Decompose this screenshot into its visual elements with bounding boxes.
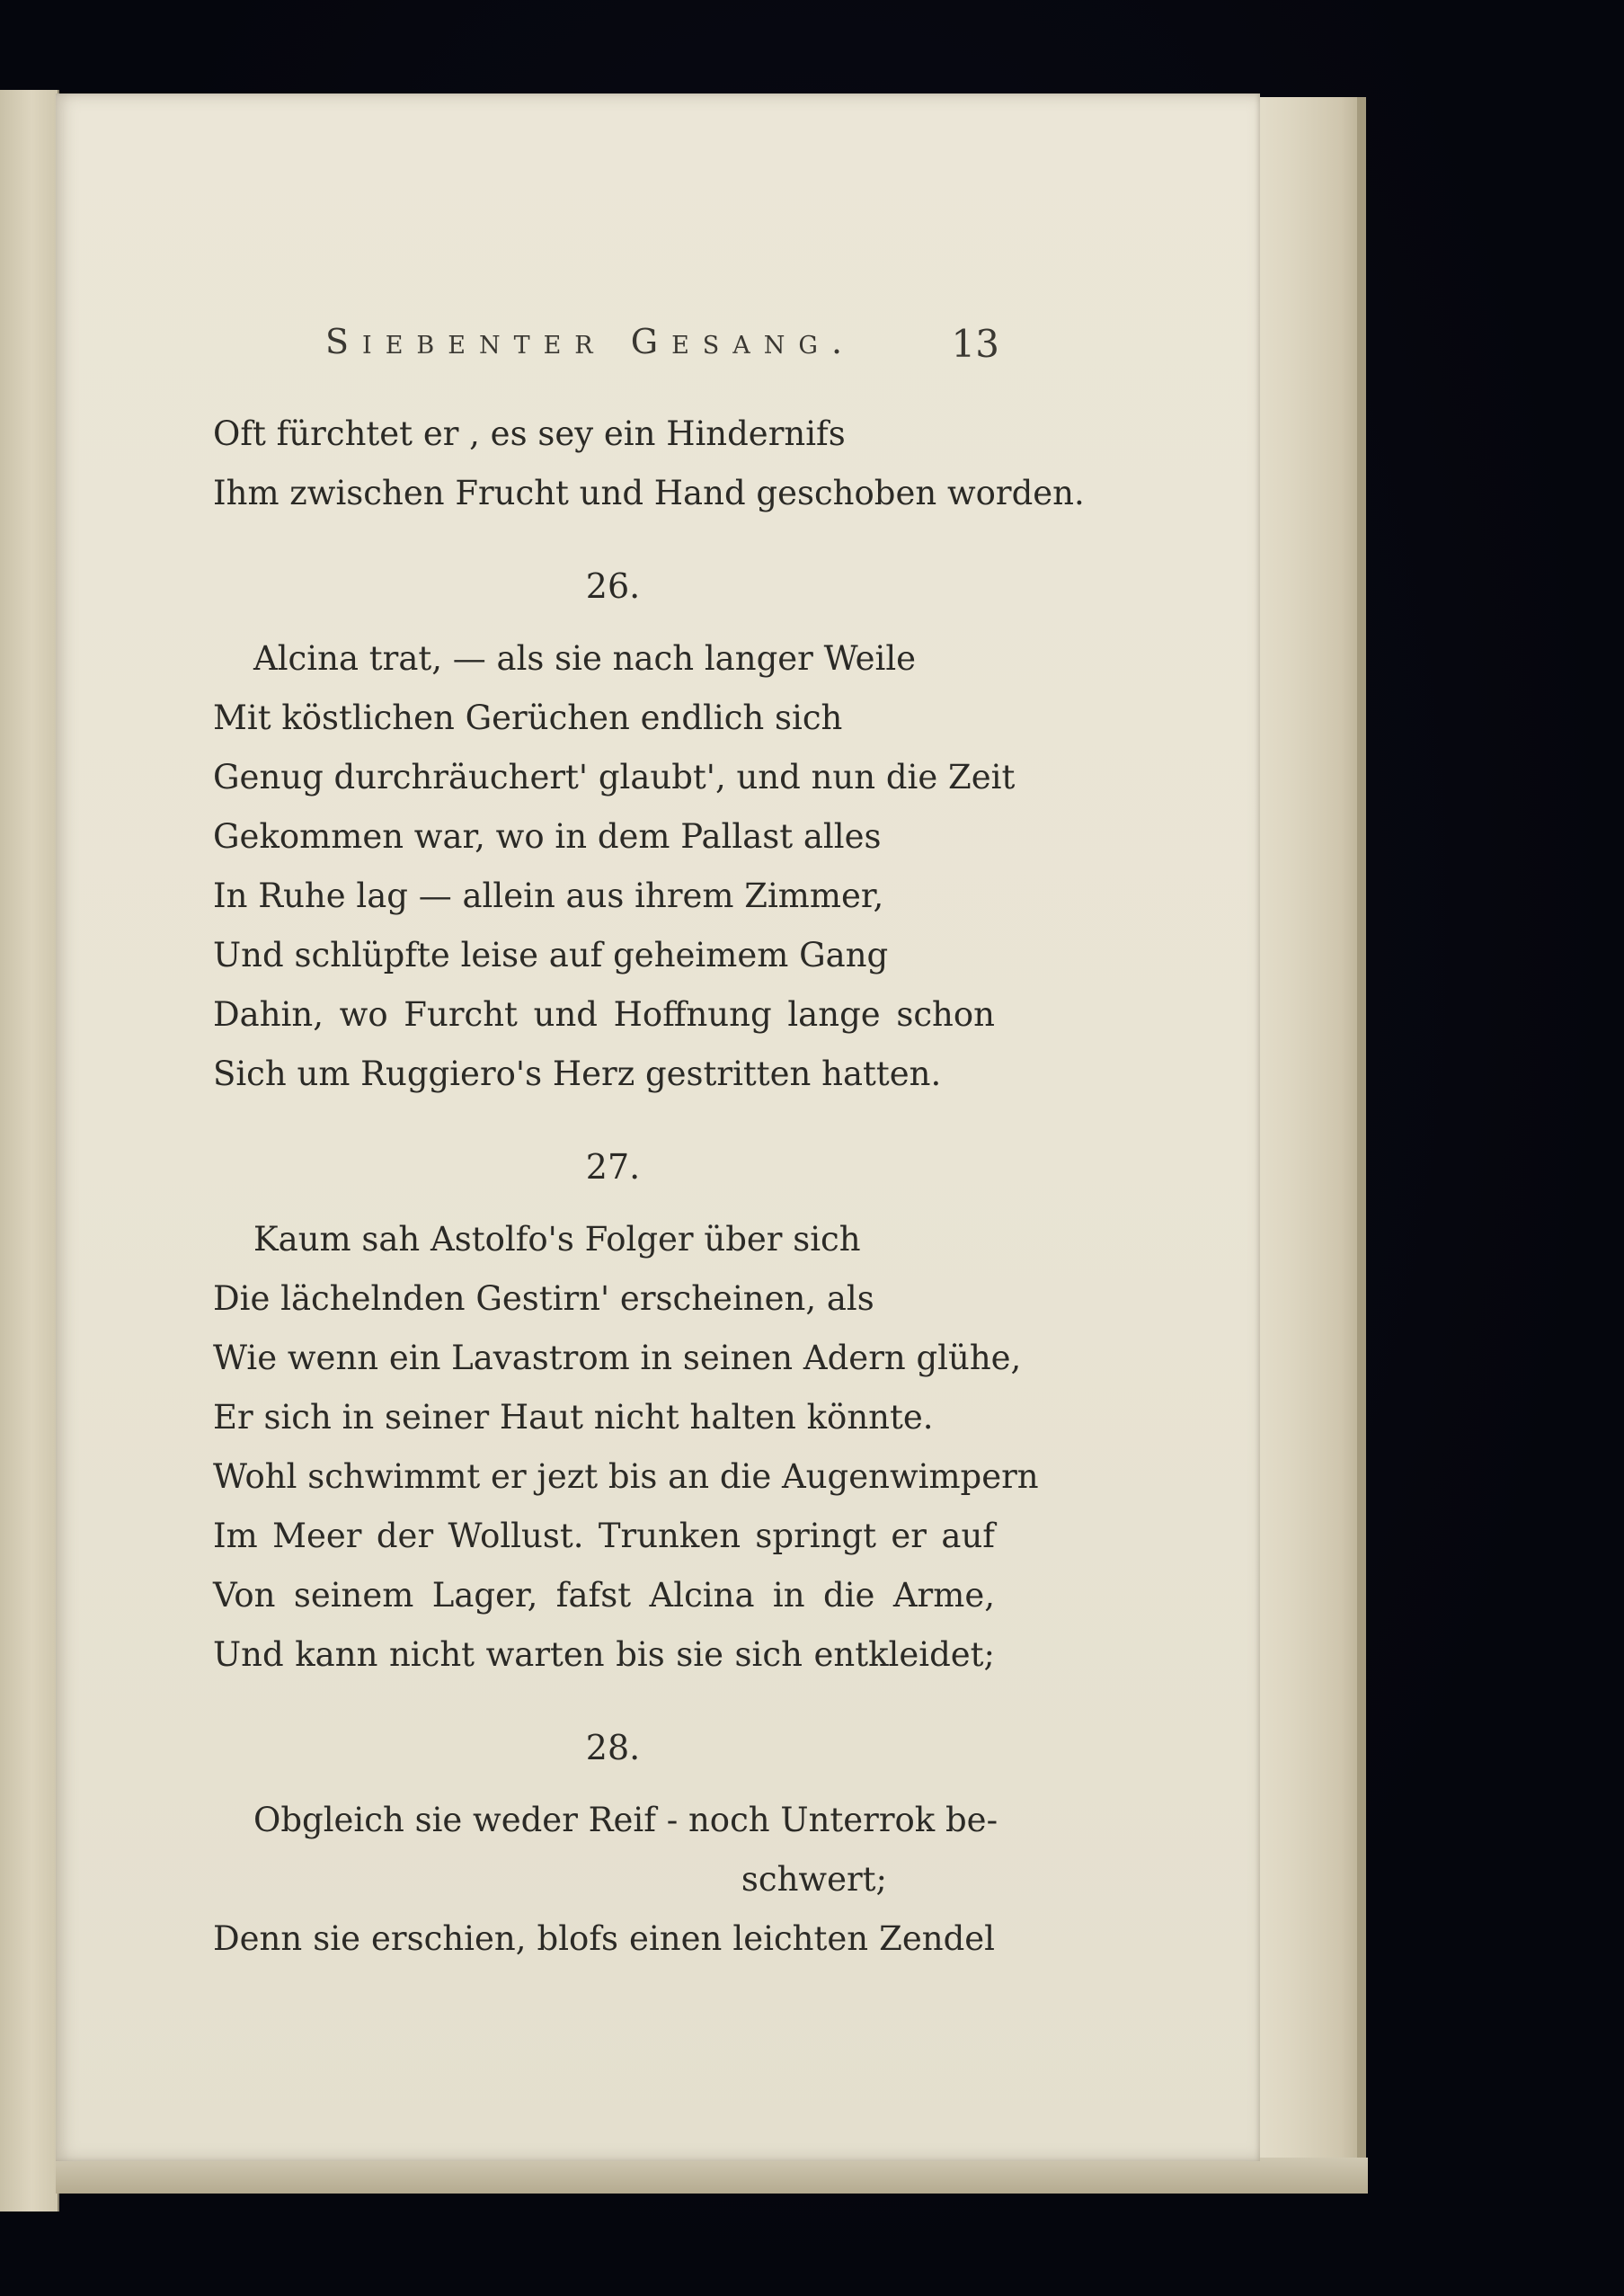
- previous-page-edge: [0, 90, 59, 2211]
- page-number: 13: [951, 322, 999, 366]
- text-line: Er sich in seiner Haut nicht halten könnte.: [213, 1398, 934, 1437]
- text-line: Dahin, wo Furcht und Hoffnung lange schon: [213, 995, 995, 1034]
- text-line: schwert;: [741, 1860, 887, 1899]
- stanza-number: 27.: [585, 1147, 641, 1187]
- text-line: Ihm zwischen Frucht und Hand geschoben worden.: [213, 474, 1085, 512]
- text-line: Und kann nicht warten bis sie sich entkleidet;: [213, 1635, 995, 1674]
- text-line: Denn sie erschien, blofs einen leichten Zendel: [213, 1919, 995, 1958]
- text-line: Und schlüpfte leise auf geheimem Gang: [213, 936, 889, 974]
- text-line: In Ruhe lag — allein aus ihrem Zimmer,: [213, 877, 884, 915]
- page-header: [325, 322, 999, 376]
- text-line: Die lächelnden Gestirn' erscheinen, als: [213, 1279, 874, 1318]
- text-line: Wohl schwimmt er jezt bis an die Augenwimpern: [213, 1457, 1039, 1496]
- text-line: Mit köstlichen Gerüchen endlich sich: [213, 699, 843, 737]
- text-line: Oft fürchtet er , es sey ein Hindernifs: [213, 414, 846, 453]
- text-line: Von seinem Lager, fafst Alcina in die Arme,: [213, 1576, 995, 1615]
- stanza-number: 28.: [585, 1728, 641, 1767]
- running-title: Siebenter Gesang.: [325, 322, 856, 361]
- page-bottom-edge: [56, 2158, 1368, 2194]
- text-line: Gekommen war, wo in dem Pallast alles: [213, 817, 882, 856]
- text-line: Alcina trat, — als sie nach langer Weile: [253, 639, 917, 678]
- text-line: Obgleich sie weder Reif - noch Unterrok be-: [253, 1801, 998, 1839]
- text-line: Genug durchräuchert' glaubt', und nun die Zeit: [213, 758, 1016, 796]
- text-line: Kaum sah Astolfo's Folger über sich: [253, 1220, 861, 1259]
- poem-text: [213, 405, 1085, 1969]
- text-line: Wie wenn ein Lavastrom in seinen Adern glühe,: [213, 1339, 1022, 1377]
- text-line: Im Meer der Wollust. Trunken springt er auf: [213, 1517, 995, 1555]
- stanza-number: 26.: [585, 566, 641, 606]
- text-line: Sich um Ruggiero's Herz gestritten hatten.: [213, 1055, 942, 1093]
